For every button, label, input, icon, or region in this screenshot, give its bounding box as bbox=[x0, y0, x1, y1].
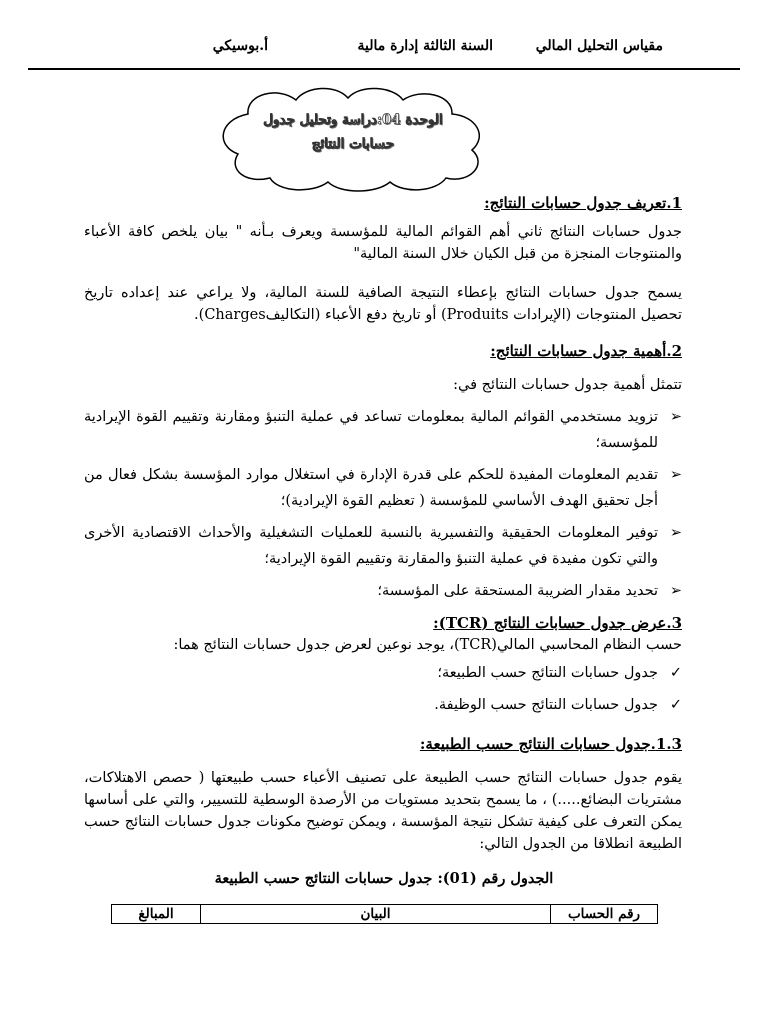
list-item: ➢ تحديد مقدار الضريبة المستحقة على المؤسسة؛ bbox=[84, 578, 682, 604]
list-item: ➢ تقديم المعلومات المفيدة للحكم على قدرة الإدارة في استغلال موارد المؤسسة بشكل فعال من أجل تحقيق الهدف الأساسي للمؤسسة ( تعظيم القوة الإيرادية)؛ bbox=[84, 462, 682, 514]
unit-title-line1: الوحدة 04:دراسة وتحليل جدول bbox=[263, 112, 443, 128]
col-account-number: رقم الحساب bbox=[551, 905, 658, 924]
header-divider bbox=[28, 68, 740, 70]
unit-title-line2: حسابات النتائج bbox=[311, 136, 395, 152]
arrow-bullet-icon: ➢ bbox=[669, 583, 682, 599]
section1-para2: يسمح جدول حسابات النتائج بإعطاء النتيجة الصافية للسنة المالية، ولا يراعي عند إعداده تاريخ تحصيل المنتوجات (الإيرادات Produits) أو تاريخ دفع الأعباء (التكاليفCharges). bbox=[84, 285, 682, 323]
section3-intro: حسب النظام المحاسبي المالي(TCR)، يوجد نوعين لعرض جدول حسابات النتائج هما: bbox=[173, 637, 682, 653]
section3-heading: 3.عرض جدول حسابات النتائج (TCR): bbox=[433, 614, 682, 632]
arrow-bullet-icon: ➢ bbox=[669, 467, 682, 483]
list-item: ➢ توفير المعلومات الحقيقية والتفسيرية بالنسبة للعمليات التشغيلية والأحداث الاقتصادية الأخرى والتي تكون مفيدة في عملية التنبؤ والمقارنة وتقييم القوة الإيرادية؛ bbox=[84, 520, 682, 572]
check-icon: ✓ bbox=[669, 697, 682, 713]
section1-para1: جدول حسابات النتائج ثاني أهم القوائم المالية للمؤسسة ويعرف بـأنه " بيان يلخص كافة الأعباء والمنتوجات المنجزة من قبل الكيان خلال السنة المالية" bbox=[84, 224, 682, 262]
table-caption: الجدول رقم (01): جدول حسابات النتائج حسب الطبيعة bbox=[214, 870, 554, 887]
check-icon: ✓ bbox=[669, 665, 682, 681]
list-item: ✓ جدول حسابات النتائج حسب الوظيفة. bbox=[84, 692, 682, 718]
table-header-row bbox=[112, 905, 658, 924]
col-amounts: المبالغ bbox=[112, 905, 201, 924]
arrow-bullet-icon: ➢ bbox=[669, 409, 682, 425]
col-statement: البيان bbox=[201, 905, 551, 924]
section2-heading: 2.أهمية جدول حسابات النتائج: bbox=[490, 342, 682, 360]
header-module: مقياس التحليل المالي bbox=[535, 38, 663, 54]
arrow-bullet-icon: ➢ bbox=[669, 525, 682, 541]
results-table bbox=[111, 904, 658, 924]
section2-bullet-list bbox=[84, 404, 682, 610]
section31-para: يقوم جدول حسابات النتائج حسب الطبيعة على تصنيف الأعباء حسب طبيعتها ( حصص الاهتلاكات، مشتريات البضائع.....) ، ما يسمح بتحديد مستويات من الأرصدة الوسطية للتسيير، والتي على أساسها يمكن التعرف على كيفية تشكل نتيجة المؤسسة ، ويمكن توضيح مكونات جدول حسابات النتائج حسب الطبيعة انطلاقا من الجدول التالي: bbox=[84, 770, 682, 852]
list-item: ➢ تزويد مستخدمي القوائم المالية بمعلومات تساعد في عملية التنبؤ ومقارنة وتقييم القوة الإيرادية للمؤسسة؛ bbox=[84, 404, 682, 456]
section2-intro: تتمثل أهمية جدول حسابات النتائج في: bbox=[453, 377, 682, 393]
header-year: السنة الثالثة إدارة مالية bbox=[357, 38, 493, 54]
page-header bbox=[100, 38, 663, 62]
header-author: أ.بوسيكي bbox=[212, 38, 268, 54]
section31-heading: 1.3.جدول حسابات النتائج حسب الطبيعة: bbox=[419, 735, 682, 753]
section3-check-list bbox=[84, 660, 682, 724]
list-item: ✓ جدول حسابات النتائج حسب الطبيعة؛ bbox=[84, 660, 682, 686]
section1-heading: 1.تعريف جدول حسابات النتائج: bbox=[484, 194, 682, 212]
unit-title-cloud bbox=[208, 84, 493, 194]
